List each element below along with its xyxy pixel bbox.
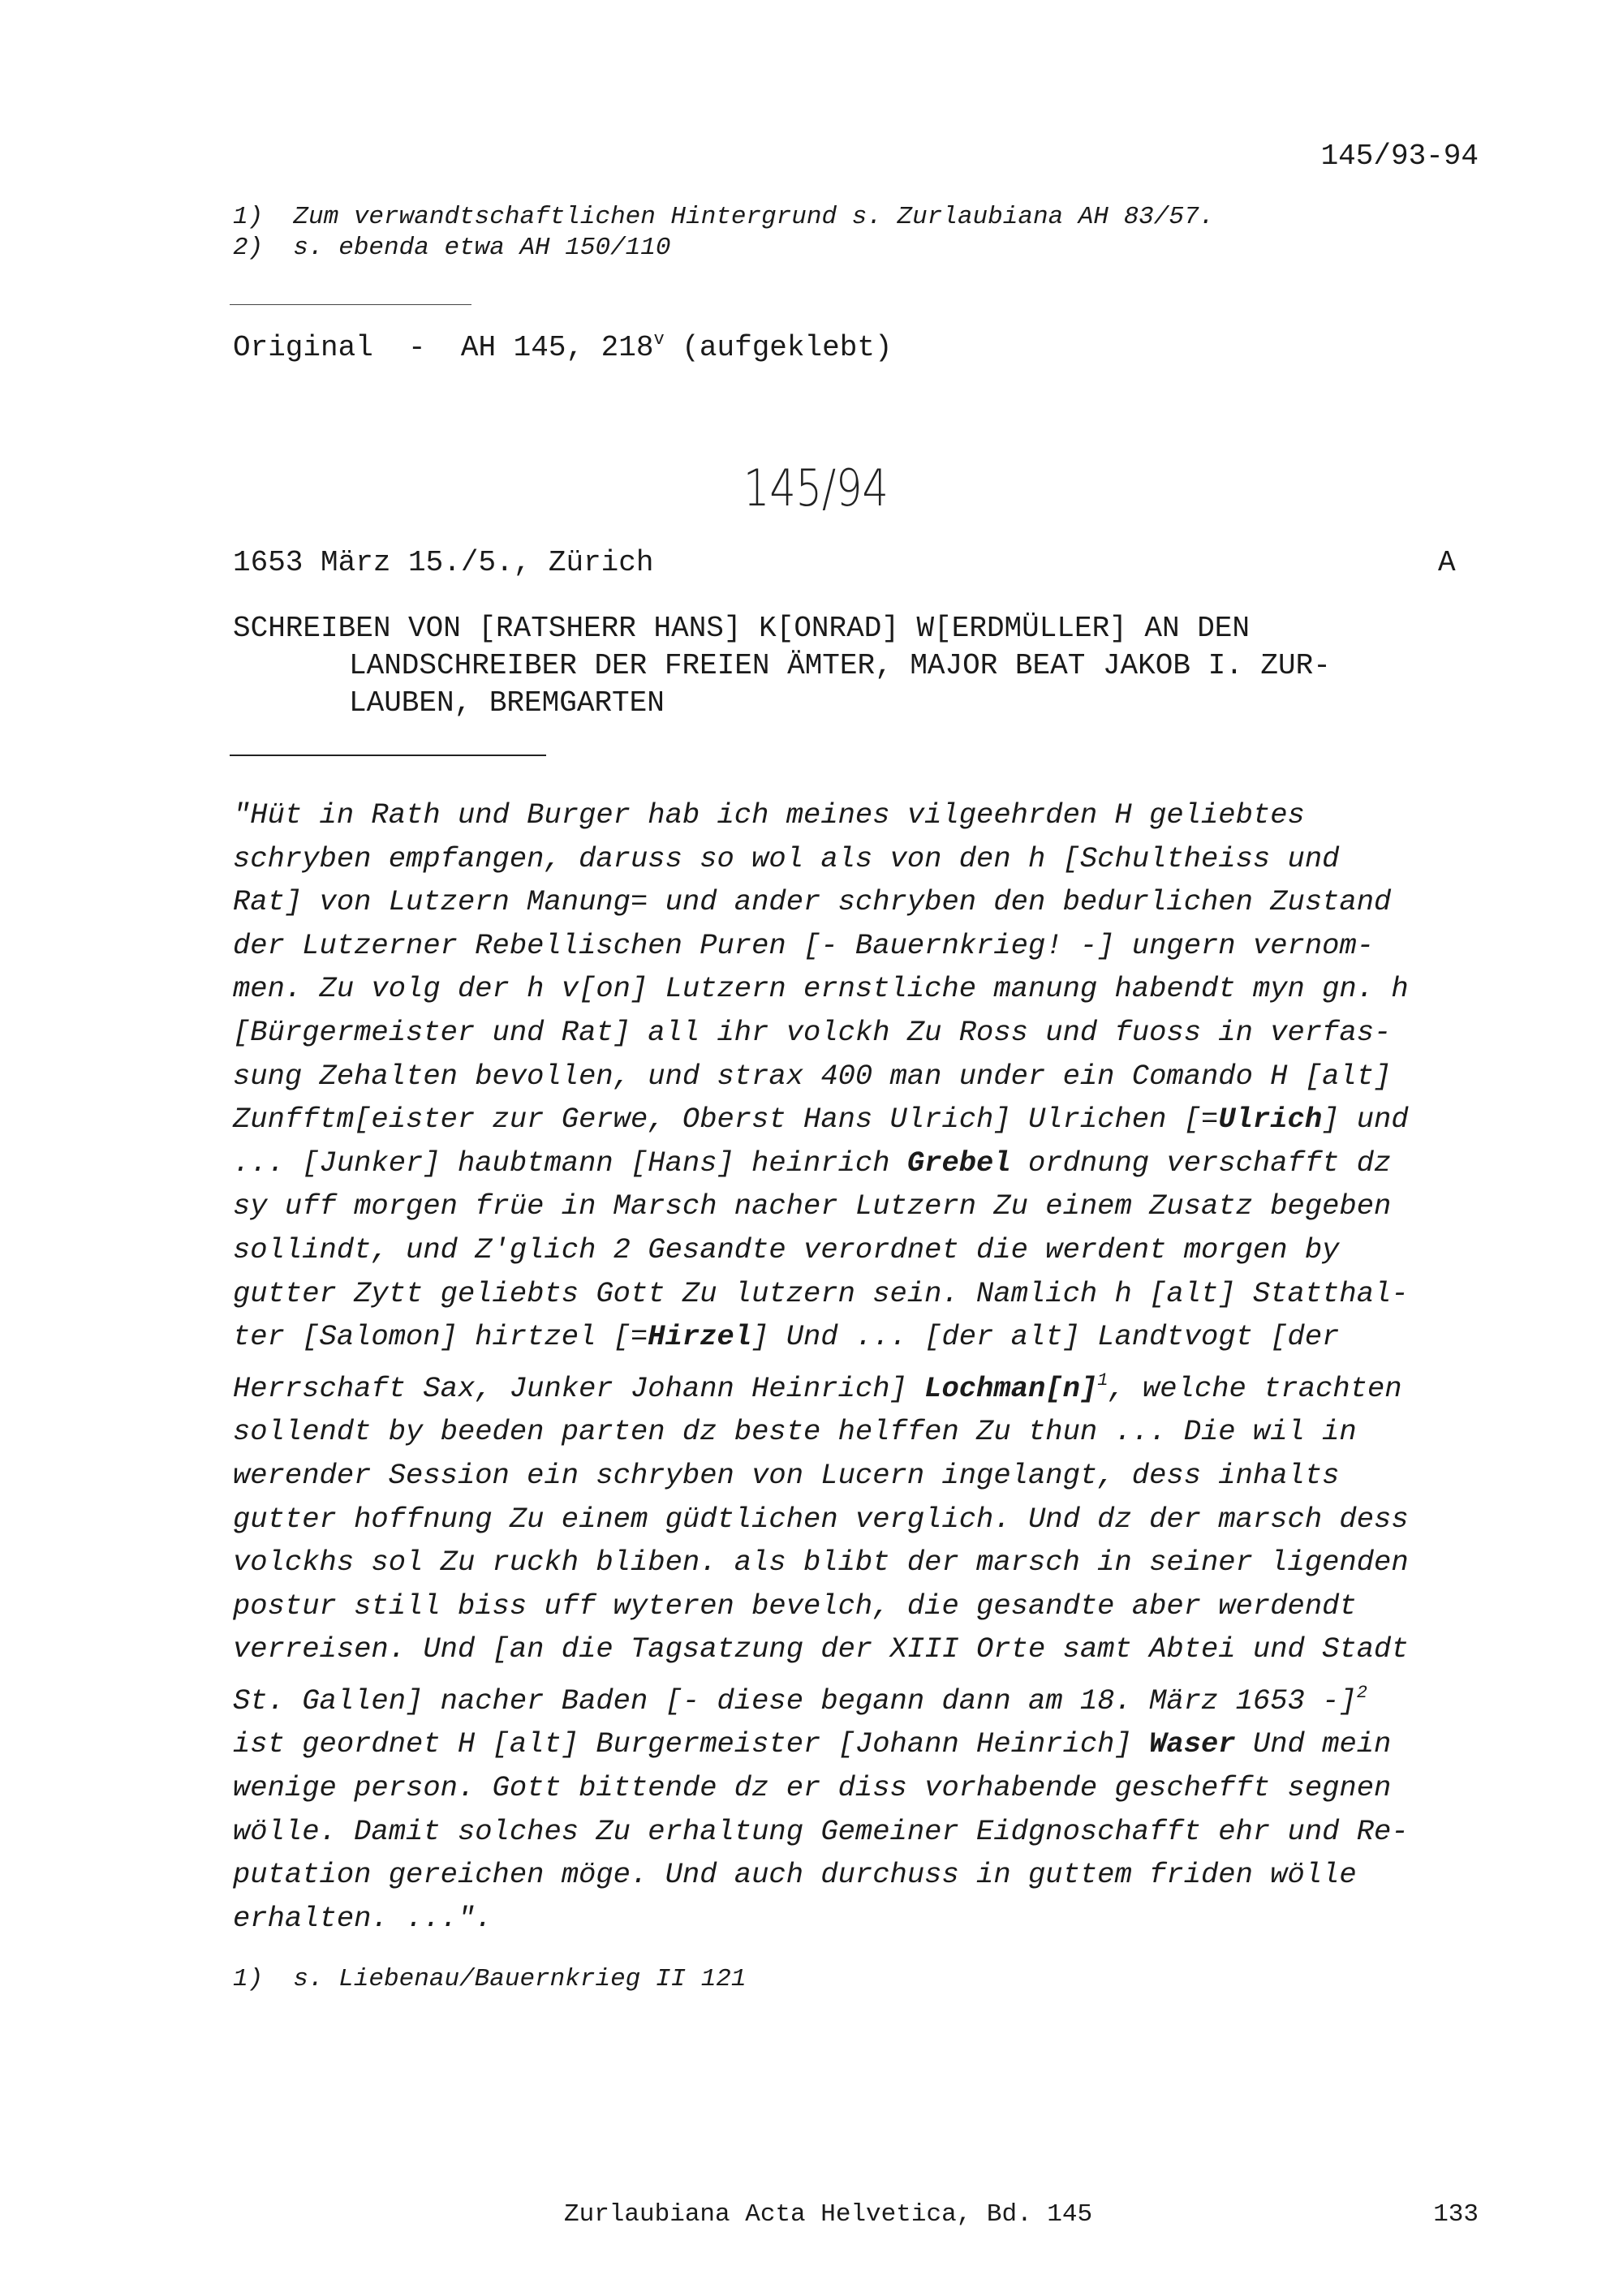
- previous-footnote-2: 2) s. ebenda etwa AH 150/110: [233, 234, 671, 262]
- original-source-line: Original - AH 145, 218$^v$ (aufgeklebt): [233, 329, 893, 364]
- body-line: sollendt by beeden parten dz beste helffen Zu thun ... Die wil in: [233, 1415, 1357, 1449]
- body-line: verreisen. Und [an die Tagsatzung der XIII Orte samt Abtei und Stadt: [233, 1632, 1409, 1666]
- superscript: v: [653, 329, 665, 350]
- heading-line: LANDSCHREIBER DER FREIEN ÄMTER, MAJOR BEAT JAKOB I. ZUR-: [349, 649, 1331, 682]
- body-line: schryben empfangen, daruss so wol als von den h [Schultheiss und: [233, 841, 1340, 875]
- body-line: sung Zehalten bevollen, und strax 400 man under ein Comando H [alt]: [233, 1059, 1392, 1093]
- document-heading: [233, 610, 1474, 722]
- footnote-marker: 1: [1097, 1369, 1109, 1391]
- body-line: Herrschaft Sax, Junker Johann Heinrich] $Lochman[n]^1$, welche trachten: [233, 1369, 1402, 1405]
- footnote: 1) s. Liebenau/Bauernkrieg II 121: [233, 1965, 747, 1993]
- previous-footnote-1: 1) Zum verwandtschaftlichen Hintergrund s. Zurlaubiana AH 83/57.: [233, 203, 1215, 231]
- body-line: wölle. Damit solches Zu erhaltung Gemeiner Eidgnoschafft ehr und Re-: [233, 1814, 1409, 1848]
- name-hirzel: Hirzel: [648, 1320, 752, 1354]
- body-line: ist geordnet H [alt] Burgermeister [Johann Heinrich] Waser Und mein: [233, 1727, 1392, 1761]
- page-number: 133: [1433, 2200, 1479, 2229]
- body-line: erhalten. ...".: [233, 1901, 493, 1935]
- body-line: sollindt, und Z'glich 2 Gesandte verordnet die werdent morgen by: [233, 1232, 1340, 1266]
- name-lochmann: Lochman[n]: [924, 1371, 1098, 1405]
- letter-body: [233, 793, 1499, 1940]
- heading-line: LAUBEN, BREMGARTEN: [349, 686, 665, 720]
- footer-title: Zurlaubiana Acta Helvetica, Bd. 145: [564, 2200, 1093, 2229]
- body-line: gutter Zytt geliebts Gott Zu lutzern sein. Namlich h [alt] Statthal-: [233, 1276, 1409, 1310]
- body-line: "Hüt in Rath und Burger hab ich meines vilgeehrden H geliebtes: [233, 798, 1305, 832]
- heading-line: SCHREIBEN VON [RATSHERR HANS] K[ONRAD] W[ERDMÜLLER] AN DEN: [233, 612, 1251, 645]
- body-line: ter [Salomon] hirtzel [=Hirzel] Und ... [der alt] Landtvogt [der: [233, 1320, 1340, 1354]
- body-line: Rat] von Lutzern Manung= und ander schryben den bedurlichen Zustand: [233, 885, 1392, 919]
- name-grebel: Grebel: [906, 1146, 1011, 1180]
- body-line: [Bürgermeister und Rat] all ihr volckh Zu Ross und fuoss in verfas-: [233, 1015, 1392, 1049]
- document-type-letter: A: [1438, 546, 1456, 579]
- body-line: ... [Junker] haubtmann [Hans] heinrich Grebel ordnung verschafft dz: [233, 1146, 1392, 1180]
- body-line: werender Session ein schryben von Lucern ingelangt, dess inhalts: [233, 1458, 1340, 1492]
- name-waser: Waser: [1149, 1727, 1236, 1761]
- body-line: Zunfftm[eister zur Gerwe, Oberst Hans Ulrich] Ulrichen [=Ulrich] und: [233, 1103, 1409, 1137]
- heading-divider: [230, 755, 546, 756]
- body-line: St. Gallen] nacher Baden [- diese begann dann am 18. März 1653 -]$^2$: [233, 1682, 1367, 1718]
- body-line: der Lutzerner Rebellischen Puren [- Bauernkrieg! -] ungern vernom-: [233, 928, 1375, 962]
- body-line: postur still biss uff wyteren bevelch, die gesandte aber werdendt: [233, 1589, 1357, 1623]
- body-line: sy uff morgen früe in Marsch nacher Lutzern Zu einem Zusatz begeben: [233, 1189, 1392, 1223]
- body-line: gutter hoffnung Zu einem güdtlichen verglich. Und dz der marsch dess: [233, 1502, 1409, 1536]
- footnote-divider: [230, 304, 471, 305]
- body-line: wenige person. Gott bittende dz er diss vorhabende geschefft segnen: [233, 1771, 1392, 1805]
- body-line: men. Zu volg der h v[on] Lutzern ernstliche manung habendt myn gn. h: [233, 972, 1409, 1006]
- name-ulrich: Ulrich: [1218, 1103, 1323, 1137]
- date-place: 1653 März 15./5., Zürich: [233, 546, 654, 579]
- document-reference: 145/93-94: [1320, 140, 1479, 173]
- footnote-marker: 2: [1356, 1682, 1367, 1703]
- document-number: 145/94: [743, 458, 889, 518]
- body-line: putation gereichen möge. Und auch durchuss in guttem friden wölle: [233, 1858, 1357, 1892]
- body-line: volckhs sol Zu ruckh bliben. als blibt der marsch in seiner ligenden: [233, 1546, 1409, 1580]
